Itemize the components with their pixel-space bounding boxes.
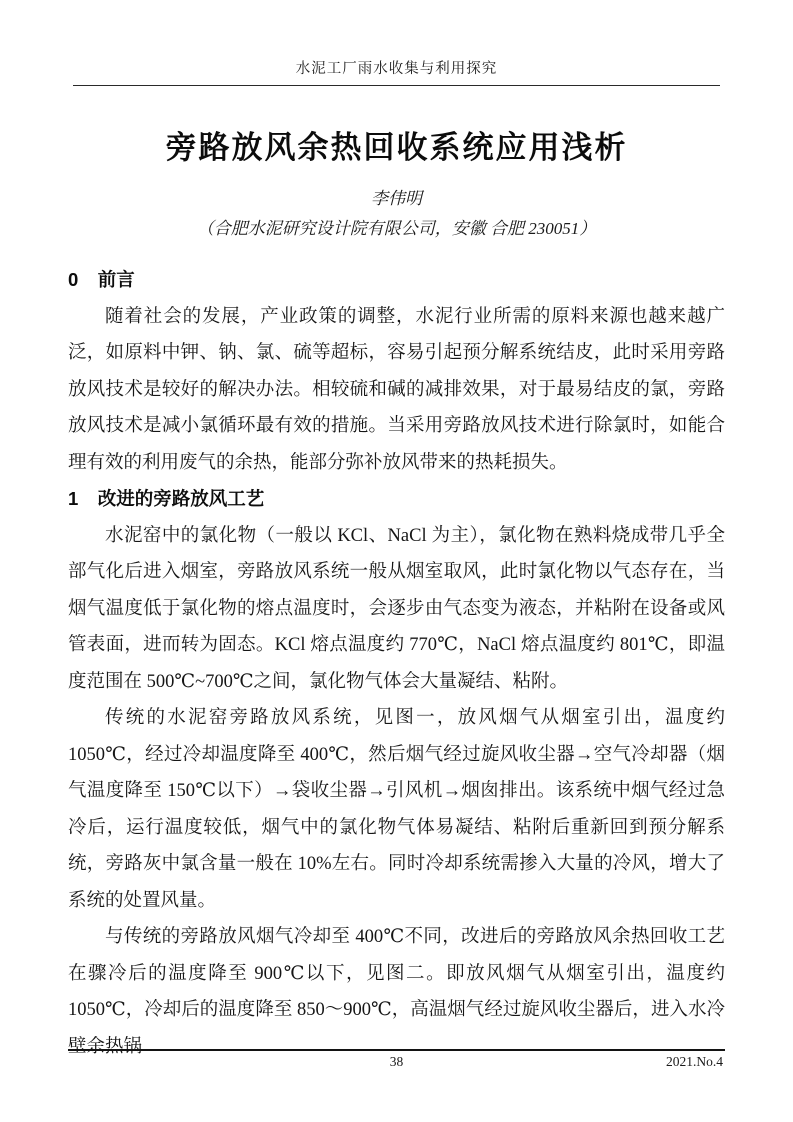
paragraph: 与传统的旁路放风烟气冷却至 400℃不同，改进后的旁路放风余热回收工艺在骤冷后的温度降至 900℃以下，见图二。即放风烟气从烟室引出，温度约 1050℃，冷却后的温度降至 850～900℃，高温烟气经过旋风收尘器后，进入水冷壁余热锅: [68, 927, 725, 1057]
issue-number: 2021.No.4: [666, 1054, 723, 1069]
article-title: 旁路放风余热回收系统应用浅析: [165, 130, 628, 165]
author-affiliation: （合肥水泥研究设计院有限公司，安徽 合肥 230051）: [196, 219, 597, 238]
page-number: 38: [389, 1054, 404, 1069]
paragraph: 随着社会的发展，产业政策的调整，水泥行业所需的原料来源也越来越广泛，如原料中钾、钠、氯、硫等超标，容易引起预分解系统结皮，此时采用旁路放风技术是较好的解决办法。相较硫和碱的减排效果，对于最易结皮的氯，旁路放风技术是减小氯循环最有效的措施。当采用旁路放风技术进行除氯时，如能合理有效的利用废气的余热，能部分弥补放风带来的热耗损失。: [68, 306, 725, 473]
section-title: 前言: [97, 269, 135, 290]
header-rule: [73, 85, 720, 86]
footer-row: [68, 1051, 725, 1073]
section-heading-1: [68, 481, 725, 518]
section-heading-0: [68, 262, 725, 299]
running-header-title: 水泥工厂雨水收集与利用探究: [295, 61, 498, 77]
section-title: 改进的旁路放风工艺: [97, 488, 265, 509]
article-body: [68, 262, 725, 1065]
running-header: [0, 0, 793, 78]
paragraph: 传统的水泥窑旁路放风系统，见图一，放风烟气从烟室引出，温度约 1050℃，经过冷却温度降至 400℃，然后烟气经过旋风收尘器→空气冷却器（烟气温度降至 150℃以下）→袋收尘器→引风机→烟囱排出。该系统中烟气经过急冷后，运行温度较低，烟气中的氯化物气体易凝结、粘附后重新回到预分解系统，旁路灰中氯含量一般在 10%左右。同时冷却系统需掺入大量的冷风，增大了系统的处置风量。: [68, 708, 725, 911]
section-number: 1: [68, 488, 79, 509]
author-name: 李伟明: [371, 189, 422, 208]
section-number: 0: [68, 269, 79, 290]
page-footer: [68, 1049, 725, 1073]
paragraph: 水泥窑中的氯化物（一般以 KCl、NaCl 为主），氯化物在熟料烧成带几乎全部气化后进入烟室，旁路放风系统一般从烟室取风，此时氯化物以气态存在，当烟气温度低于氯化物的熔点温度时，会逐步由气态变为液态，并粘附在设备或风管表面，进而转为固态。KCl 熔点温度约 770℃，NaCl 熔点温度约 801℃，即温度范围在 500℃~700℃之间，氯化物气体会大量凝结、粘附。: [68, 525, 725, 692]
